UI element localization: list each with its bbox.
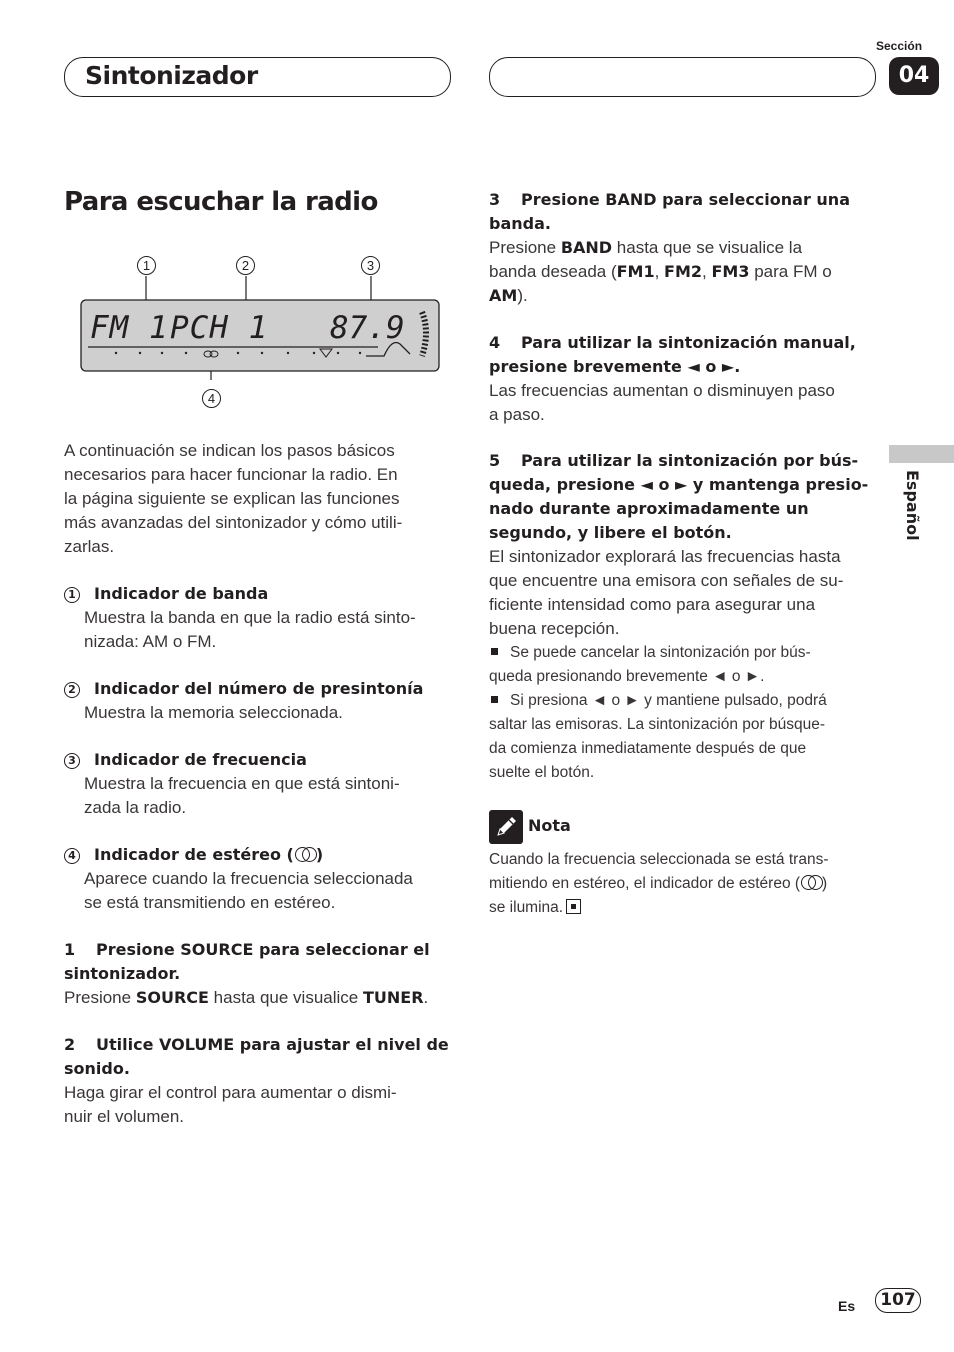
pencil-icon xyxy=(489,810,523,844)
header-blank-pill xyxy=(489,57,876,97)
radio-display-illustration xyxy=(78,276,444,380)
bullet-square-icon xyxy=(491,696,498,703)
display-band-text: FM 1 xyxy=(90,310,169,346)
language-tab xyxy=(889,445,954,463)
end-mark-icon xyxy=(566,899,581,914)
step-5: 5 Para utilizar la sintonización por bús- queda, presione ◄ o ► y mantenga presio- nado durante aproximadamente un segundo, y libere el botón. El sintonizador explorará las frecuencias hasta que encuentre una emisora con señales de su- ficiente intensidad como para asegurar una buena recepción. Se puede cancelar la sintonización por bús- queda presionando brevemente ◄ o ►. Si presiona ◄ o ► y mantiene pulsado, podrá saltar las emisoras. La sintonización por búsque- da comienza inmediatamente después de que suelte el botón. xyxy=(489,449,881,785)
indicator-1: 1 Indicador de banda Muestra la banda en que la radio está sinto- nizada: AM o FM. xyxy=(64,582,454,654)
footer-language: Es xyxy=(838,1298,856,1314)
bullet-item: Si presiona ◄ o ► y mantiene pulsado, podrá xyxy=(489,689,881,713)
display-preset-text: PCH 1 xyxy=(170,310,269,346)
intro-paragraph: A continuación se indican los pasos básicos necesarios para hacer funcionar la radio. En la página siguiente se explican las funciones más avanzadas del sintonizador y cómo utili- zarlas. xyxy=(64,441,403,556)
step-2: 2 Utilice VOLUME para ajustar el nivel de sonido. Haga girar el control para aumentar o dismi- nuir el volumen. xyxy=(64,1035,449,1126)
indicator-4: 4 Indicador de estéreo ( ) Aparece cuando la frecuencia seleccionada se está transmitiendo en estéreo. xyxy=(64,843,454,915)
note-body: Cuando la frecuencia seleccionada se está trans- mitiendo en estéreo, el indicador de estéreo ( ) se ilumina. xyxy=(489,851,829,916)
bullet-item: Se puede cancelar la sintonización por bús- xyxy=(489,641,881,665)
step-1: 1 Presione SOURCE para seleccionar el sintonizador. Presione SOURCE hasta que visualice TUNER. xyxy=(64,940,430,1007)
stereo-icon xyxy=(294,847,316,861)
page-title: Para escuchar la radio xyxy=(64,187,378,217)
section-label: Sección xyxy=(876,39,923,53)
callout-1: 1 xyxy=(137,256,156,275)
display-frequency-text: 87.9 xyxy=(330,310,405,346)
indicator-2: 2 Indicador del número de presintonía Muestra la memoria seleccionada. xyxy=(64,677,454,725)
section-title: Sintonizador xyxy=(85,61,258,90)
page-number: 107 xyxy=(875,1288,921,1313)
stereo-icon xyxy=(800,875,822,889)
step-4: 4 Para utilizar la sintonización manual, presione brevemente ◄ o ►. Las frecuencias aumentan o disminuyen paso a paso. xyxy=(489,333,856,424)
section-number-badge: 04 xyxy=(889,57,939,95)
indicator-3: 3 Indicador de frecuencia Muestra la frecuencia en que está sintoni- zada la radio. xyxy=(64,748,454,820)
callout-2: 2 xyxy=(236,256,255,275)
step-3: 3 Presione BAND para seleccionar una banda. Presione BAND hasta que se visualice la banda deseada (FM1, FM2, FM3 para FM o AM). xyxy=(489,190,850,305)
callout-4: 4 xyxy=(202,389,221,408)
bullet-square-icon xyxy=(491,648,498,655)
language-tab-label: Español xyxy=(903,470,922,541)
callout-3: 3 xyxy=(361,256,380,275)
note-title: Nota xyxy=(528,816,571,835)
